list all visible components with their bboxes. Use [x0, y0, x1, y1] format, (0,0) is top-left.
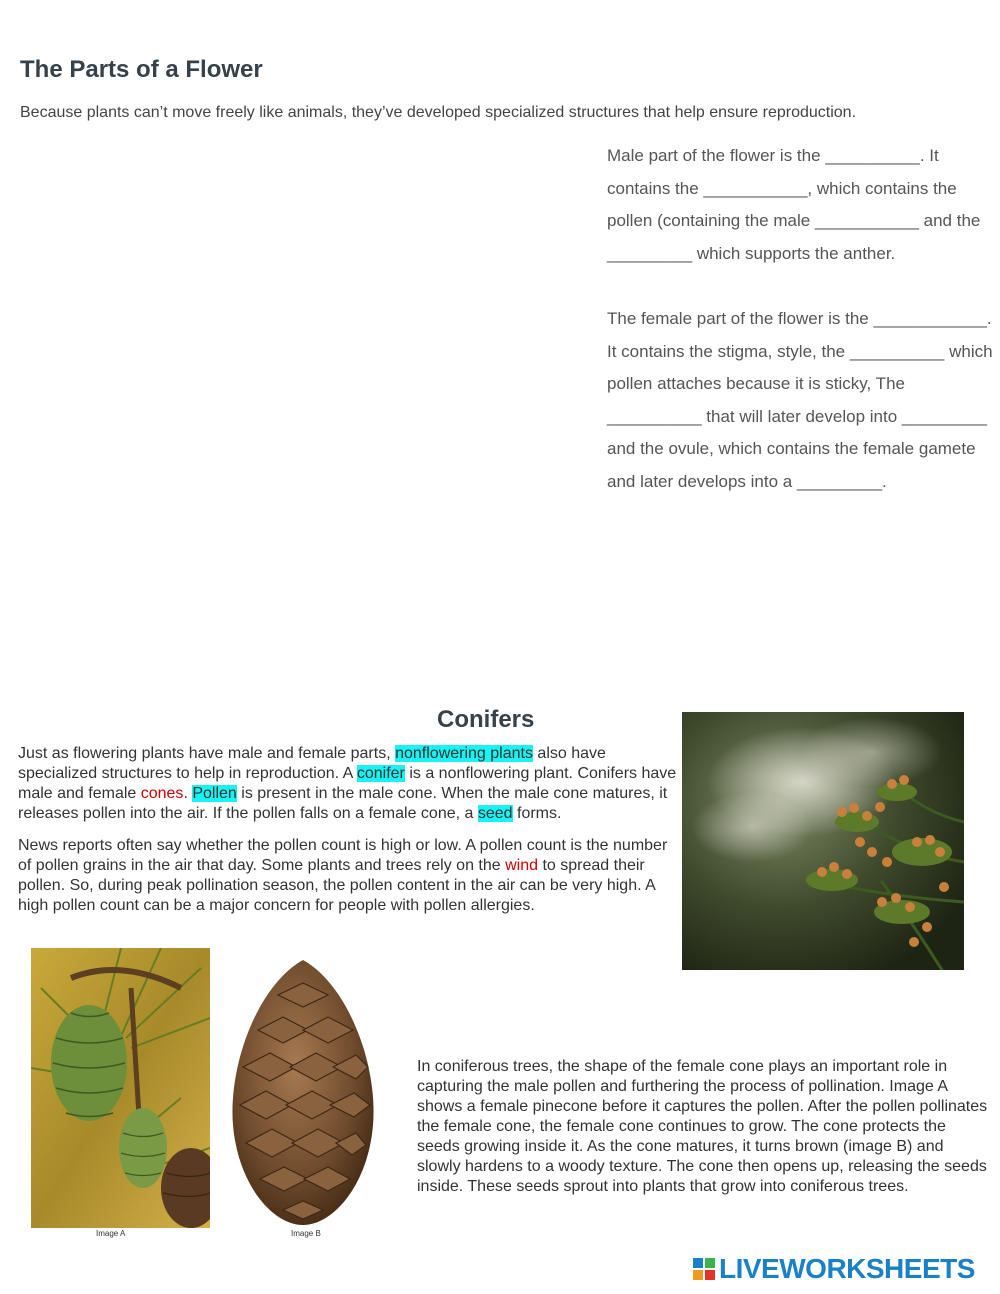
- highlight-conifer: conifer: [356, 765, 405, 782]
- text-run: .: [183, 785, 193, 802]
- text-run: is a nonflowering plant. Conifers have male and female: [18, 765, 677, 802]
- page-title: The Parts of a Flower: [20, 56, 263, 83]
- mature-pinecone-photo: [218, 955, 388, 1230]
- keyword-wind: wind: [505, 857, 539, 874]
- intro-text: Because plants can’t move freely like animals, they’ve developed specialized structures that help ensure reproduction.: [20, 104, 857, 121]
- cloze-female-parts: The female part of the flower is the ____________. It contains the stigma, style, the __________ which pollen attaches because it is sticky, The __________ that will later develop into _________ and the ovule, which contains the female gamete and later develops into a _________.: [607, 309, 993, 491]
- text-run: News reports often say whether the pollen count is high or low. A pollen count is the number of pollen grains in the air that day. Some plants and trees rely on the: [18, 837, 668, 874]
- logo-text: LIVEWORKSHEETS: [719, 1253, 975, 1284]
- highlight-pollen: Pollen: [192, 785, 237, 802]
- highlight-seed: seed: [477, 805, 513, 822]
- text-run: also have specialized structures to help in reproduction. A: [18, 745, 606, 782]
- cloze-male-parts: Male part of the flower is the __________. It contains the ___________, which contains the pollen (containing the male ___________ and the _________ which supports the anther.: [607, 146, 981, 263]
- conifers-paragraph-2: [18, 836, 678, 916]
- conifers-paragraph-3: In coniferous trees, the shape of the female cone plays an important role in capturing the male pollen and furthering the process of pollination. Image A shows a female pinecone before it captures the pollen. After the pollen pollinates the female cone, the female cone continues to grow. The cone protects the seeds growing inside it. As the cone matures, it turns brown (image B) and slowly hardens to a woody texture. The cone then opens up, releasing the seeds inside. These seeds sprout into plants that grow into coniferous trees.: [417, 1058, 988, 1195]
- female-pinecone-photo: [31, 948, 210, 1228]
- text-run: to spread their pollen. So, during peak pollination season, the pollen content in the air can be very high. A high pollen count can be a major concern for people with pollen allergies.: [18, 857, 655, 914]
- pollen-release-photo: [682, 712, 964, 970]
- conifers-paragraph-1: [18, 744, 678, 824]
- keyword-cones: cones: [140, 785, 184, 802]
- caption-image-b: Image B: [291, 1229, 321, 1238]
- section-heading-conifers: Conifers: [437, 706, 535, 733]
- caption-image-a: Image A: [96, 1229, 126, 1238]
- logo-mark-icon: [693, 1258, 715, 1280]
- text-run: Just as flowering plants have male and female parts,: [18, 745, 396, 762]
- text-run: forms.: [512, 805, 562, 822]
- text-run: is present in the male cone. When the male cone matures, it releases pollen into the air. If the pollen falls on a female cone, a: [18, 785, 668, 822]
- highlight-nonflowering-plants: nonflowering plants: [395, 745, 533, 762]
